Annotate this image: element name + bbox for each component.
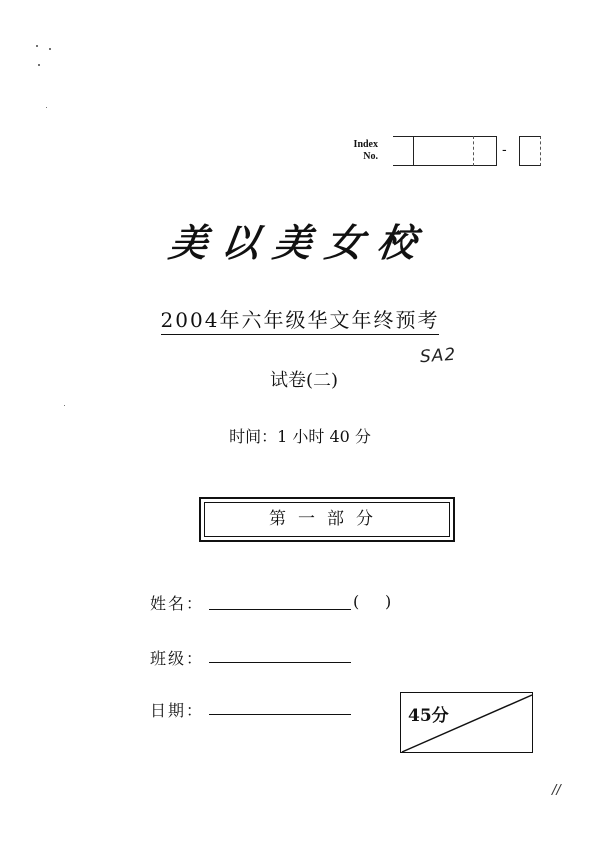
index-number-suffix-field[interactable] xyxy=(519,136,541,166)
school-name: 美以美女校 xyxy=(166,220,433,265)
index-label-line2: No. xyxy=(363,151,378,162)
index-number-label xyxy=(338,139,378,163)
class-label: 班级： xyxy=(150,649,205,668)
handwritten-mark: SA2 xyxy=(419,344,457,368)
index-separator: - xyxy=(502,141,507,157)
name-paren-close: ) xyxy=(385,592,392,611)
date-field[interactable] xyxy=(209,714,351,715)
scan-speck xyxy=(38,64,40,66)
score-total: 45分 xyxy=(408,706,449,726)
scan-speck xyxy=(64,405,65,406)
section-heading: 第一部分 xyxy=(204,502,450,537)
exam-title xyxy=(0,304,600,333)
scan-speck xyxy=(46,107,47,108)
corner-mark: // xyxy=(552,783,561,798)
index-number-field[interactable] xyxy=(393,136,497,166)
time-allowed: 时间：1 小时 40 分 xyxy=(229,427,371,446)
exam-title-text: 2004年六年级华文年终预考 xyxy=(161,308,440,335)
score-box xyxy=(400,692,533,753)
paper-label: 试卷(二) xyxy=(270,370,339,391)
scan-speck xyxy=(49,48,51,50)
section-heading-box xyxy=(199,497,455,542)
name-paren-open: ( xyxy=(353,592,360,611)
date-label: 日期： xyxy=(150,701,205,720)
index-label-line1: Index xyxy=(353,139,378,150)
name-field[interactable] xyxy=(209,609,351,610)
scan-speck xyxy=(36,45,38,47)
name-label: 姓名： xyxy=(150,594,205,613)
class-field[interactable] xyxy=(209,662,351,663)
